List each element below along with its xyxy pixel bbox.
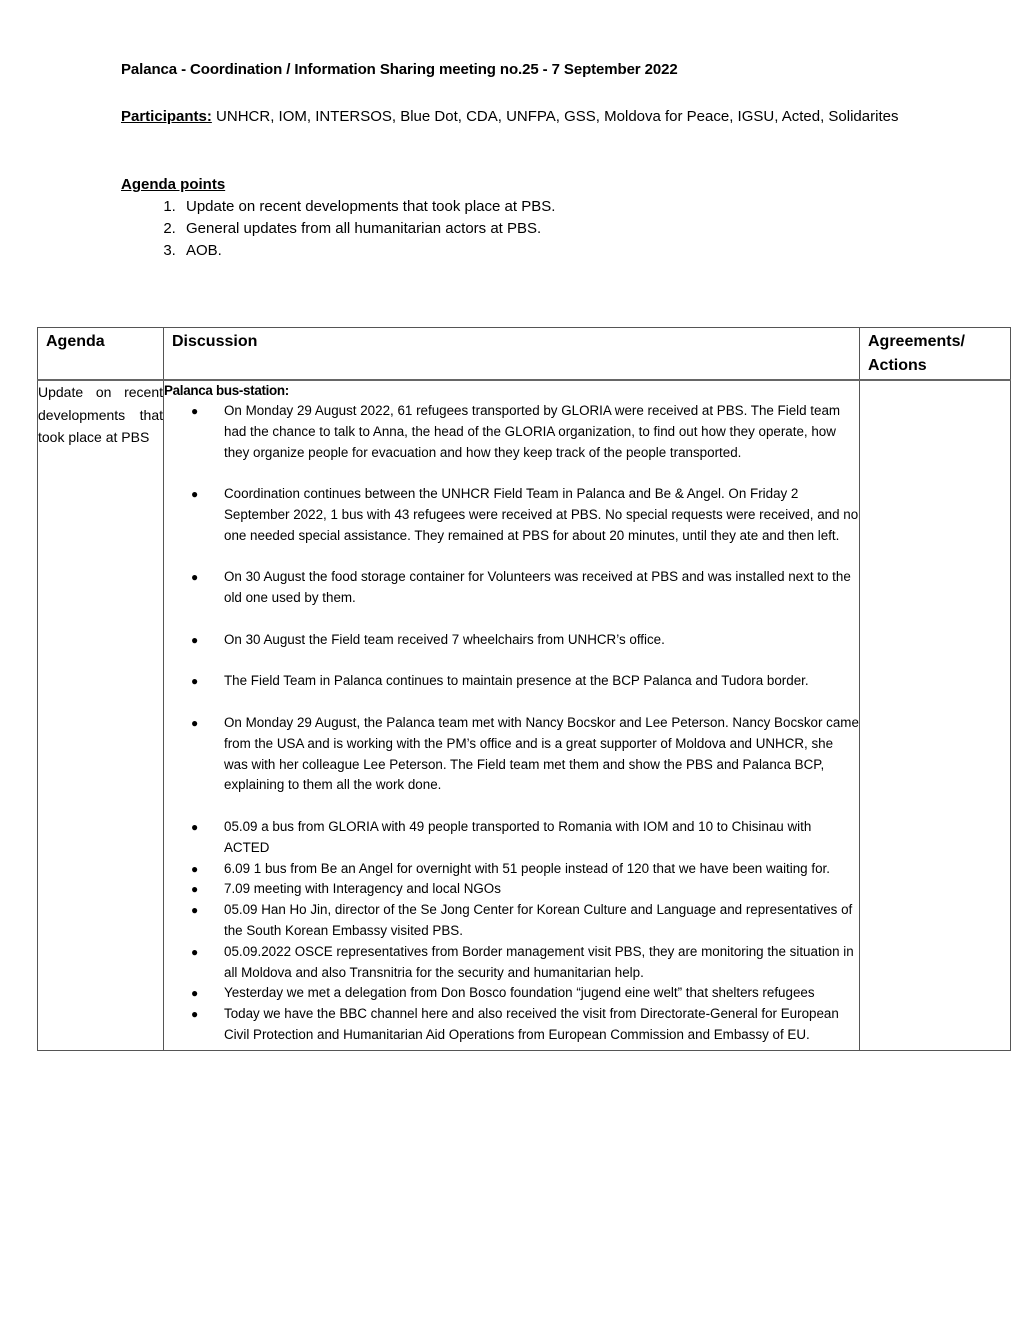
section-title: Palanca bus-station: [164, 383, 289, 398]
minutes-table [37, 327, 1011, 1051]
list-item [164, 859, 859, 880]
participants-list: UNHCR, IOM, INTERSOS, Blue Dot, CDA, UNFPA, GSS, Moldova for Peace, IGSU, Acted, Solidarites [211, 108, 899, 125]
bullet-icon: ● [191, 1007, 199, 1022]
bullet-icon: ● [191, 819, 199, 834]
participants-label: Participants: [121, 108, 212, 125]
bullet-icon: ● [191, 674, 199, 689]
agenda-points-section [121, 174, 555, 262]
table-row [38, 380, 1011, 1050]
bullet-icon: ● [191, 986, 199, 1001]
header-discussion: Discussion [164, 328, 860, 381]
bullet-icon: ● [191, 882, 199, 897]
list-item [164, 671, 859, 692]
header-agreements-actions: Agreements/ Actions [860, 328, 1011, 381]
discussion-list [164, 401, 859, 1050]
list-item [164, 942, 859, 984]
list-item [164, 630, 859, 651]
agenda-point-item: 1. Update on recent developments that took place at PBS. [180, 196, 555, 218]
bullet-icon: ● [191, 861, 199, 876]
list-item-text: Coordination continues between the UNHCR Field Team in Palanca and Be & Angel. On Friday 2 September 2022, 1 bus with 43 refugees were received at PBS. No special requests were received, and no one needed special assistance. They remained at PBS for about 20 minutes, until they ate and then left. [224, 486, 859, 543]
agenda-point-item: 3. AOB. [180, 240, 555, 262]
table-header-row [38, 328, 1011, 381]
header-agenda: Agenda [38, 328, 164, 381]
agenda-point-item: 2. General updates from all humanitarian actors at PBS. [180, 218, 555, 240]
list-item-text: The Field Team in Palanca continues to maintain presence at the BCP Palanca and Tudora border. [224, 673, 809, 689]
list-item-text: On Monday 29 August 2022, 61 refugees transported by GLORIA were received at PBS. The Field team had the chance to talk to Anna, the head of the GLORIA organization, to find out how they operate, how they organize people for evacuation and how they keep track of the people transported. [224, 403, 841, 460]
list-item [164, 817, 859, 859]
list-item [164, 983, 859, 1004]
list-item-text: 6.09 1 bus from Be an Angel for overnight with 51 people instead of 120 that we have been waiting for. [224, 860, 830, 876]
agenda-points-label: Agenda points [121, 176, 226, 193]
bullet-icon: ● [191, 632, 199, 647]
bullet-icon: ● [191, 944, 199, 959]
discussion-cell [164, 380, 860, 1050]
list-item-text: Today we have the BBC channel here and also received the visit from Directorate-General for European Civil Protection and Humanitarian Aid Operations from European Commission and Embassy of EU. [224, 1006, 839, 1042]
bullet-icon: ● [191, 570, 199, 585]
list-item-text: 7.09 meeting with Interagency and local NGOs [224, 881, 501, 897]
agenda-points-list [121, 196, 555, 262]
actions-cell [860, 380, 1011, 1050]
list-item [164, 713, 859, 796]
list-item [164, 900, 859, 942]
list-item [164, 484, 859, 546]
list-item-text: 05.09 a bus from GLORIA with 49 people transported to Romania with IOM and 10 to Chisinau with ACTED [224, 818, 812, 855]
list-item [164, 567, 859, 609]
list-item-text: On 30 August the Field team received 7 wheelchairs from UNHCR’s office. [224, 631, 665, 647]
participants-paragraph [121, 105, 903, 128]
document-title: Palanca - Coordination / Information Sharing meeting no.25 - 7 September 2022 [121, 61, 678, 78]
bullet-icon: ● [191, 487, 199, 502]
bullet-icon: ● [191, 715, 199, 730]
list-item-text: On 30 August the food storage container for Volunteers was received at PBS and was installed next to the old one used by them. [224, 569, 851, 606]
bullet-icon: ● [191, 903, 199, 918]
list-item [164, 401, 859, 463]
list-item-text: 05.09 Han Ho Jin, director of the Se Jong Center for Korean Culture and Language and representatives of the South Korean Embassy visited PBS. [224, 902, 853, 938]
list-item-text: On Monday 29 August, the Palanca team met with Nancy Bocskor and Lee Peterson. Nancy Bocskor came from the USA and is working with the PM’s office and is a great supporter of Moldova and UNHCR, she was with her colleague Lee Peterson. The Field team met them and show the PBS and Palanca BCP, explaining to them all the work done. [224, 714, 859, 793]
agenda-cell: Update on recent developments that took place at PBS [38, 380, 164, 1050]
list-item [164, 879, 859, 900]
bullet-icon: ● [191, 404, 199, 418]
list-item [164, 1004, 859, 1046]
list-item-text: 05.09.2022 OSCE representatives from Border management visit PBS, they are monitoring the situation in all Moldova and also Transnitria for the security and humanitarian help. [224, 943, 854, 980]
list-item-text: Yesterday we met a delegation from Don Bosco foundation “jugend eine welt” that shelters refugees [224, 985, 815, 1001]
